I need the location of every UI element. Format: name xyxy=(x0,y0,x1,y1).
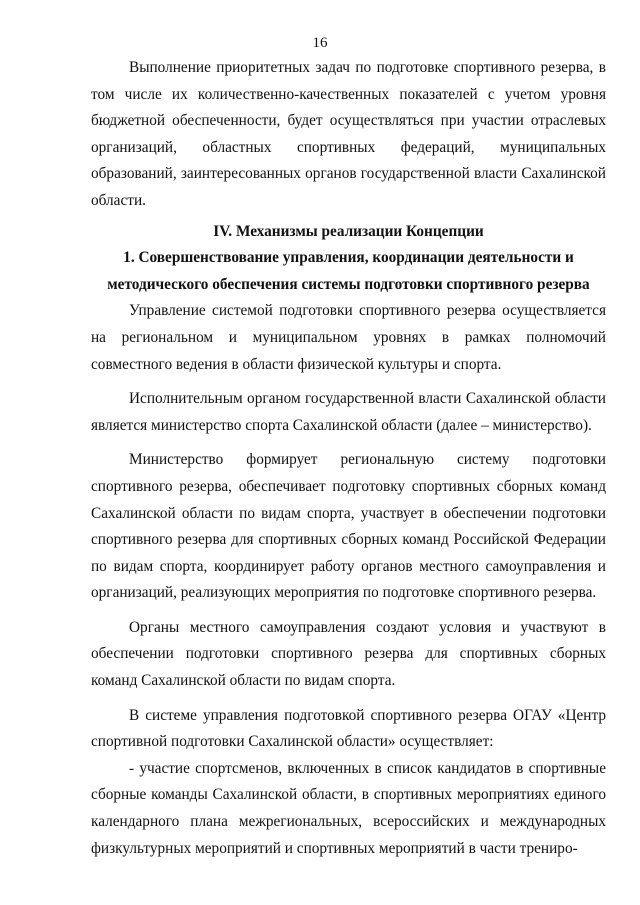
paragraph-ministry: Министерство формирует региональную систему подготовки спортивного резерва, обеспечивает подготовку спортивных сборных команд Сахалинской области по видам спорта, участвует в обеспечении подготовки спортивного резерва для спортивных сборных команд Российской Федерации по видам спорта, координирует работу органов местного самоуправления и организаций, реализующих мероприятия по подготовке спортивного резерва. xyxy=(91,451,606,602)
paragraph-local-government: Органы местного самоуправления создают условия и участвуют в обеспечении подготовки спортивного резерва для спортивных сборных команд Сахалинской области по видам спорта. xyxy=(91,618,606,690)
section-heading: IV. Механизмы реализации Концепции xyxy=(213,222,484,240)
paragraph-center-intro: В системе управления подготовкой спортивного резерва ОГАУ «Центр спортивной подготовки Сахалинской области» осуществляет: xyxy=(91,706,606,751)
page-number: 16 xyxy=(312,35,328,51)
list-item: - участие спортсменов, включенных в список кандидатов в спортивные сборные команды Сахалинской области, в спортивных мероприятиях единого календарного плана межрегиональных, всероссийских и международных физкультурных мероприятий и спортивных мероприятий в части трениро- xyxy=(91,759,606,857)
paragraph-management: Управление системой подготовки спортивного резерва осуществляется на региональном и муниципальном уровнях в рамках полномочий совместного ведения в области физической культуры и спорта. xyxy=(91,302,606,373)
document-body xyxy=(91,55,606,862)
paragraph-intro: Выполнение приоритетных задач по подготовке спортивного резерва, в том числе их количественно-качественных показателей с учетом уровня бюджетной обеспеченности, будет осуществляться при участии отраслевых организаций, областных спортивных федераций, муниципальных образований, заинтересованных органов государственной власти Сахалинской области. xyxy=(91,59,606,209)
subsection-heading: 1. Совершенствование управления, координации деятельности и методического обеспечения системы подготовки спортивного резерва xyxy=(107,249,590,293)
paragraph-executive-body: Исполнительным органом государственной власти Сахалинской области является министерство спорта Сахалинской области (далее – министерство). xyxy=(91,390,606,434)
